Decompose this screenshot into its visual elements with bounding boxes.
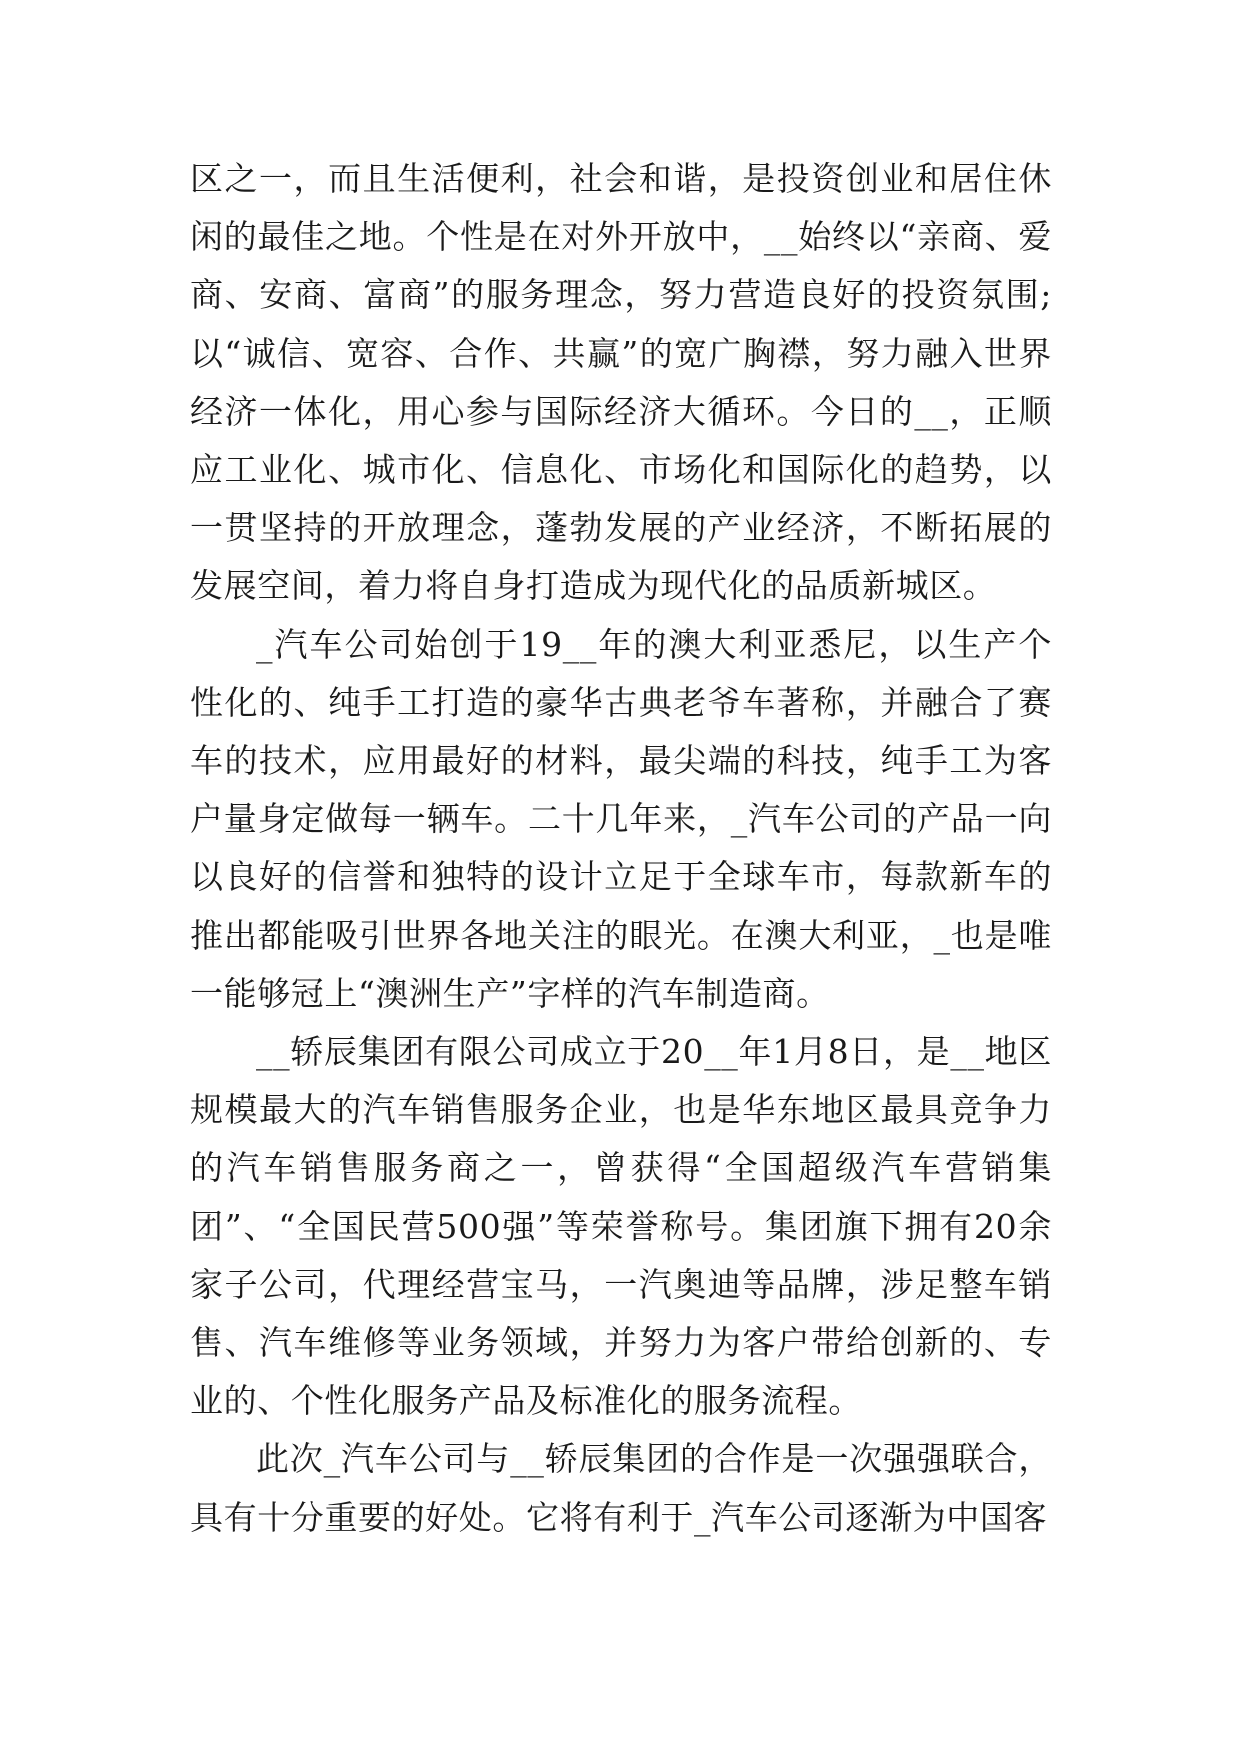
paragraph-city-introduction: 区之一，而且生活便利，社会和谐，是投资创业和居住休闲的最佳之地。个性是在对外开放中，__始终以“亲商、爱商、安商、富商”的服务理念，努力营造良好的投资氛围;以“诚信、宽容、合作、共赢”的宽广胸襟，努力融入世界经济一体化，用心参与国际经济大循环。今日的__，正顺应工业化、城市化、信息化、市场化和国际化的趋势，以一贯坚持的开放理念，蓬勃发展的产业经济，不断拓展的发展空间，着力将自身打造成为现代化的品质新城区。 [190, 159, 1052, 606]
paragraph-cooperation: 此次_汽车公司与__轿辰集团的合作是一次强强联合，具有十分重要的好处。它将有利于_汽车公司逐渐为中国客 [190, 1439, 1052, 1537]
paragraph-jiaochen-group: __轿辰集团有限公司成立于20__年1月8日，是__地区规模最大的汽车销售服务企业，也是华东地区最具竞争力的汽车销售服务商之一，曾获得“全国超级汽车营销集团”、“全国民营500强”等荣誉称号。集团旗下拥有20余家子公司，代理经营宝马，一汽奥迪等品牌，涉足整车销售、汽车维修等业务领域，并努力为客户带给创新的、专业的、个性化服务产品及标准化的服务流程。 [190, 1032, 1052, 1421]
document-body [190, 150, 1052, 1547]
paragraph-car-company: _汽车公司始创于19__年的澳大利亚悉尼，以生产个性化的、纯手工打造的豪华古典老爷车著称，并融合了赛车的技术，应用最好的材料，最尖端的科技，纯手工为客户量身定做每一辆车。二十几年来，_汽车公司的产品一向以良好的信誉和独特的设计立足于全球车市，每款新车的推出都能吸引世界各地关注的眼光。在澳大利亚，_也是唯一能够冠上“澳洲生产”字样的汽车制造商。 [190, 624, 1052, 1013]
